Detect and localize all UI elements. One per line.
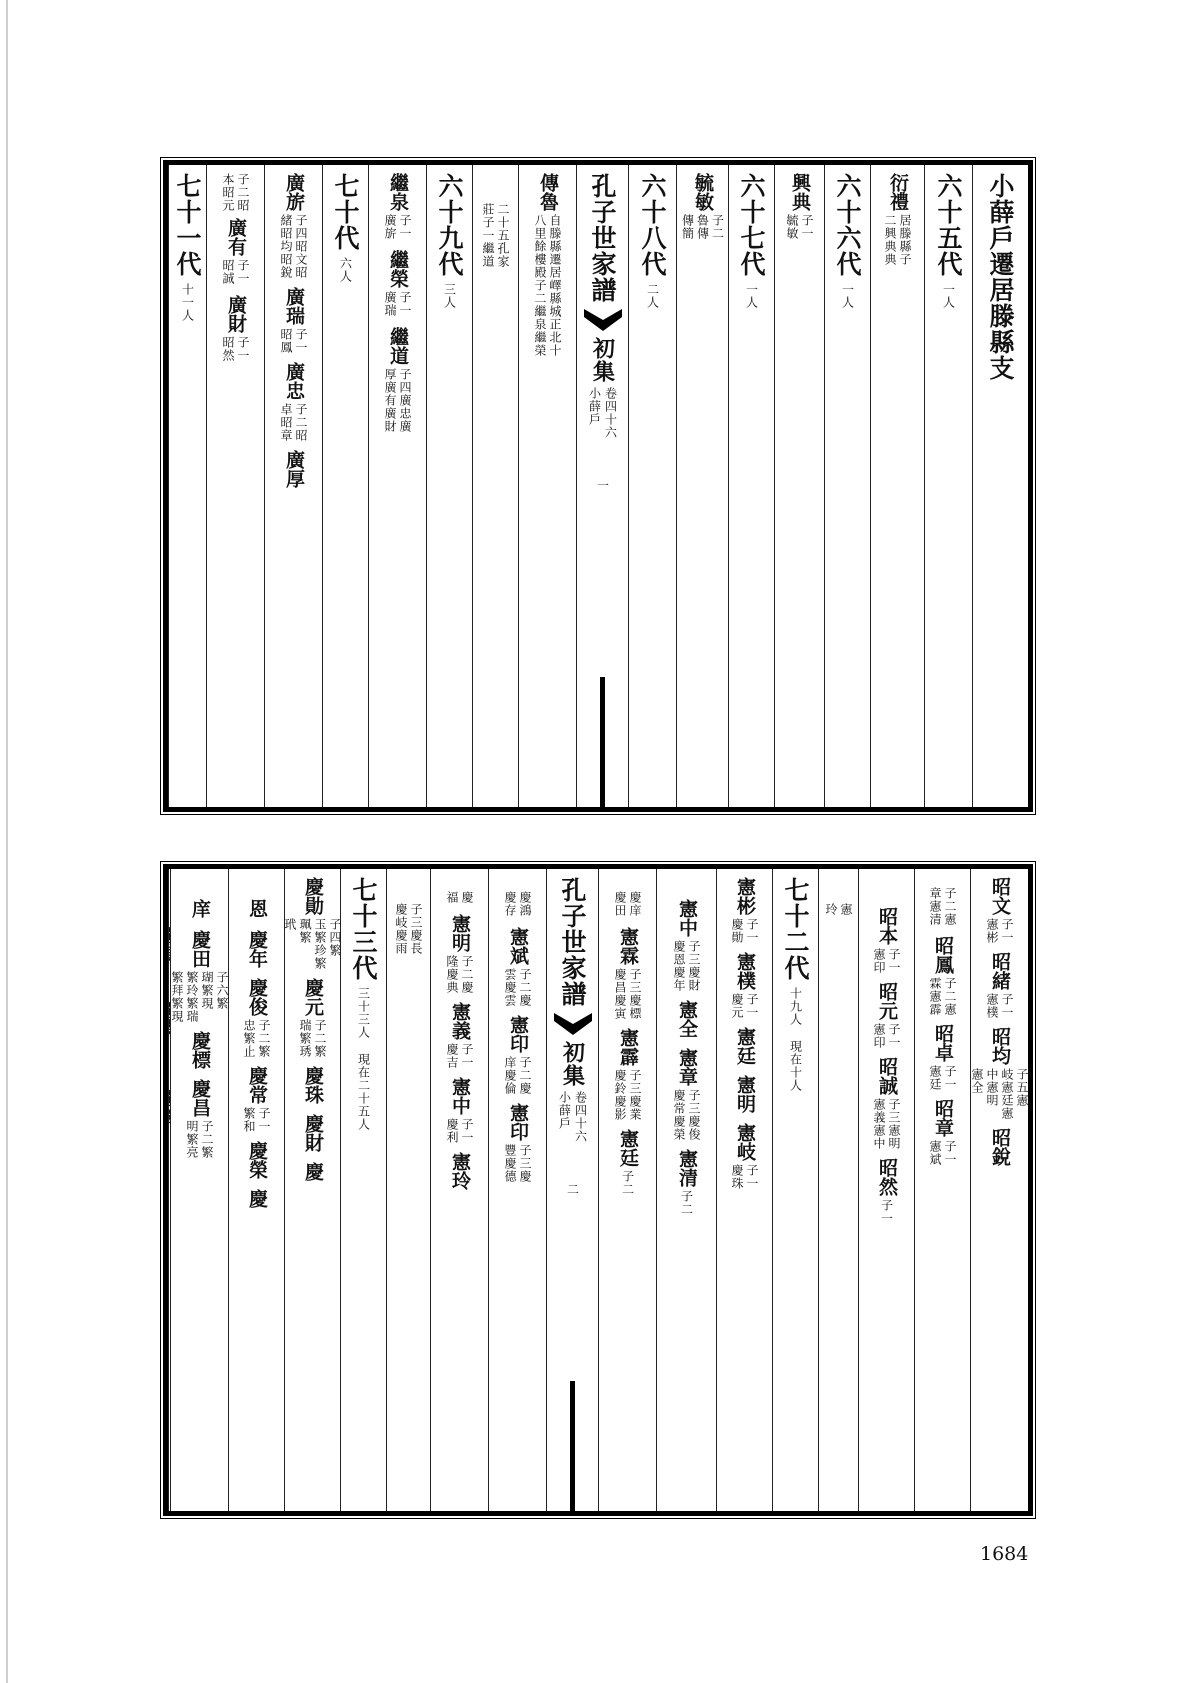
column-gen-65 [924, 165, 972, 807]
column-xianbin2 [488, 869, 546, 1511]
person-note: 子一 [398, 291, 412, 317]
column-gen-73 [340, 869, 386, 1511]
person-note: 子一 [460, 1043, 474, 1069]
person-note: 八里餘樓殿子二繼泉繼榮 [533, 214, 547, 357]
collection-label: 初集 [589, 337, 616, 383]
person-name: 憲清 [676, 1149, 698, 1187]
page-number: 1684 [980, 1543, 1029, 1565]
person-note: 慶庠 [628, 891, 642, 917]
column-qingxun [284, 869, 340, 1511]
person-name: 昭鳳 [932, 936, 954, 974]
column-chuanlu [518, 165, 576, 807]
generation-heading: 六十五代 [934, 173, 963, 277]
person-note: 憲義憲中 [872, 1098, 886, 1150]
column-jiquan [368, 165, 426, 807]
person-name: 憲中 [676, 899, 698, 937]
generation-count: 三人 [442, 283, 457, 309]
person-note: 子二繁 [313, 1019, 327, 1058]
column-gen-70 [322, 165, 368, 807]
person-note: 子 [898, 253, 912, 266]
generation-count: 一人 [941, 283, 956, 309]
generation-count: 十九人 [788, 987, 803, 1026]
person-note: 慶鴻 [518, 891, 532, 917]
person-note: 子一 [257, 1107, 271, 1133]
fish-tail-mark-icon [554, 1013, 592, 1035]
column-gen-71 [168, 165, 206, 807]
person-name: 憲廷 [734, 1027, 756, 1065]
person-note: 慶利 [445, 1118, 459, 1144]
person-name: 衍禮 [887, 173, 909, 211]
person-note: 忠繁止 [242, 1019, 256, 1058]
person-name: 慶 [302, 1162, 324, 1181]
person-name: 興典 [789, 173, 811, 211]
person-note: 子三慶 [518, 1144, 532, 1183]
person-name: 憲玲 [449, 1152, 471, 1190]
column-zhaoben [858, 869, 914, 1511]
generation-heading: 七十三代 [349, 877, 378, 981]
person-name: 憲霖 [617, 927, 639, 965]
person-note: 子一 [1000, 993, 1014, 1019]
genealogy-panel-bottom [163, 864, 1033, 1516]
person-note: 憲全 [970, 1068, 984, 1094]
person-note: 子三慶俊 [687, 1089, 701, 1141]
living-count: 現在十人 [788, 1040, 803, 1092]
person-name: 慶標 [189, 1031, 211, 1069]
person-note: 慶岐慶雨 [394, 903, 408, 955]
column-qingnian [228, 869, 284, 1511]
person-name: 昭銳 [989, 1128, 1011, 1166]
person-name: 毓敏 [692, 173, 714, 211]
column-xianming [430, 869, 488, 1511]
person-name: 傳魯 [537, 173, 559, 211]
generation-heading: 六十九代 [435, 173, 464, 277]
column-gen-66 [824, 165, 870, 807]
generation-heading: 七十二代 [781, 877, 810, 981]
generation-heading: 七十代 [331, 173, 360, 251]
person-note: 二 [883, 214, 897, 227]
person-note: 慶田 [613, 891, 627, 917]
place-label: 小薛戶 [587, 387, 602, 426]
person-name: 憲明 [734, 1075, 756, 1113]
person-name: 慶珠 [302, 1066, 324, 1104]
person-note: 子二慶 [518, 1056, 532, 1095]
person-name: 憲中 [449, 1077, 471, 1115]
person-note: 子一 [887, 1023, 901, 1049]
person-note: 庠慶倫 [503, 1056, 517, 1095]
person-name: 慶昌 [189, 1079, 211, 1117]
fish-tail-mark-icon [584, 309, 622, 331]
person-note: 魯傳 [695, 214, 710, 240]
person-note: 昭誠 [221, 259, 235, 285]
person-note: 福 [445, 891, 459, 904]
person-name: 繼道 [387, 327, 409, 365]
person-note: 莊子一繼道 [481, 203, 495, 268]
person-name: 慶 [246, 1189, 268, 1208]
column-qingyin [168, 869, 170, 1511]
person-note: 憲印 [872, 1023, 886, 1049]
person-name: 繼泉 [387, 173, 409, 211]
person-note: 子四昭文昭 [294, 214, 308, 279]
person-name: 憲明 [449, 914, 471, 952]
person-note: 霖憲霹 [928, 977, 942, 1016]
person-note: 子二慶 [460, 955, 474, 994]
generation-heading: 六十八代 [638, 173, 667, 277]
page-edge-line [6, 0, 8, 1683]
person-name: 昭均 [989, 1027, 1011, 1065]
person-note: 憲斌 [928, 1140, 942, 1166]
person-note: 子二憲 [943, 887, 957, 926]
column-guangqi [264, 165, 322, 807]
collection-label: 初集 [559, 1041, 586, 1087]
person-note: 雲慶雲 [503, 968, 517, 1007]
person-note: 子三慶長 [409, 903, 423, 955]
person-note: 瑞繁琇 [298, 1019, 312, 1058]
person-name: 憲印 [507, 1015, 529, 1053]
genealogy-panel-top [163, 160, 1033, 812]
column-gen-68 [628, 165, 676, 807]
person-note: 憲樸 [985, 993, 999, 1019]
person-name: 廣旂 [283, 173, 305, 211]
person-note: 子三憲明 [887, 1098, 901, 1150]
column-gen-67 [728, 165, 774, 807]
person-note: 慶勛 [730, 918, 744, 944]
person-name: 慶俊 [246, 978, 268, 1016]
person-note: 興典 [883, 227, 897, 253]
person-note: 廣瑞 [383, 291, 397, 317]
column-book-banner-2 [546, 869, 598, 1511]
generation-heading: 七十一代 [173, 173, 202, 277]
person-note: 子二憲 [943, 977, 957, 1016]
person-name: 憲斌 [507, 927, 529, 965]
person-name: 昭本 [876, 907, 898, 945]
person-note: 憲印 [872, 948, 886, 974]
person-note: 豐慶德 [503, 1144, 517, 1183]
person-note: 慶存 [503, 891, 517, 917]
person-name: 昭卓 [932, 1024, 954, 1062]
person-name: 慶勛 [302, 877, 324, 915]
person-name: 昭文 [989, 877, 1011, 915]
leaf-number: 一 [595, 479, 610, 492]
person-note: 二十五孔家 [496, 203, 510, 268]
person-note: 子一 [460, 1118, 474, 1144]
person-name: 慶元 [302, 978, 324, 1016]
person-note: 本昭元 [221, 173, 235, 212]
person-note: 子二 [710, 214, 725, 240]
branch-title: 小薛戶遷居滕縣支 [986, 173, 1015, 381]
person-note: 子一 [1000, 918, 1014, 944]
person-name: 憲章 [676, 1048, 698, 1086]
person-note: 傳簡 [680, 214, 695, 240]
person-note: 厚廣有廣財 [383, 368, 397, 433]
person-name: 昭誠 [876, 1057, 898, 1095]
person-note: 典 [883, 253, 897, 266]
column-zhaofeng [914, 869, 970, 1511]
person-note: 瑚繁現 [200, 971, 214, 1010]
column-gen-72 [772, 869, 818, 1511]
person-name: 慶榮 [246, 1141, 268, 1179]
person-note: 子一 [398, 214, 412, 240]
person-note: 子二繁 [200, 1120, 214, 1159]
person-note: 憲 [839, 903, 853, 916]
person-note: 慶珠 [730, 1164, 744, 1190]
volume-label: 卷四十六 [573, 1091, 588, 1143]
generation-count: 一人 [840, 283, 855, 309]
person-note: 昭然 [221, 336, 235, 362]
person-note: 繁拜繁現 [170, 971, 184, 1023]
person-note: 子二昭 [294, 403, 308, 442]
person-note: 卓昭章 [279, 403, 293, 442]
person-note: 中憲明 [985, 1068, 999, 1107]
person-name: 憲彬 [734, 877, 756, 915]
person-note: 玉繁珍繁 [313, 918, 327, 970]
person-note: 子二昭 [236, 173, 250, 212]
leaf-number: 二 [565, 1183, 580, 1196]
person-note: 繁玲繁瑞 [185, 971, 199, 1023]
generation-count: 六人 [338, 257, 353, 283]
person-name: 憲岐 [734, 1123, 756, 1161]
column-xianlin [598, 869, 656, 1511]
place-label: 小薛戶 [557, 1091, 572, 1130]
person-note: 慶昌慶寅 [613, 968, 627, 1020]
column-gen-69 [426, 165, 472, 807]
person-note: 毓敏 [785, 214, 799, 240]
person-note: 子二 [620, 1170, 635, 1196]
person-note: 子二繁 [257, 1019, 271, 1058]
person-name: 昭緒 [989, 952, 1011, 990]
person-name: 慶財 [302, 1114, 324, 1152]
person-note: 岐憲廷憲 [1000, 1068, 1014, 1120]
generation-heading: 六十七代 [737, 173, 766, 277]
column-guangyou [206, 165, 264, 807]
person-name: 昭章 [932, 1099, 954, 1137]
column-qingtian [170, 869, 228, 1511]
person-note: 子一 [745, 993, 759, 1019]
person-name: 慶田 [189, 930, 211, 968]
column-yanli [870, 165, 924, 807]
person-note: 子一 [745, 918, 759, 944]
column-zhuangzi-note [472, 165, 518, 807]
person-note: 子一 [236, 336, 250, 362]
person-note: 明繁亮 [185, 1120, 199, 1159]
column-zhaowen [970, 869, 1028, 1511]
person-note: 慶恩慶年 [672, 940, 686, 992]
generation-heading: 六十六代 [833, 173, 862, 277]
book-title: 孔子世家譜 [558, 877, 587, 1007]
person-note: 自滕縣遷居嶧縣城正北十 [548, 214, 562, 357]
person-note: 子二 [679, 1190, 694, 1216]
person-name: 慶業 [168, 1000, 170, 1038]
person-note: 慶常慶榮 [672, 1089, 686, 1141]
person-note: 子一 [943, 1140, 957, 1166]
generation-count: 三十三人 [356, 987, 371, 1039]
person-name: 繼榮 [387, 250, 409, 288]
column-book-banner [576, 165, 628, 807]
person-note: 緒昭均昭銳 [279, 214, 293, 279]
person-note: 子二慶 [518, 968, 532, 1007]
person-name: 廣財 [225, 295, 247, 333]
person-note: 子四廣忠廣 [398, 368, 412, 433]
person-note: 章憲清 [928, 887, 942, 926]
person-note: 子五憲 [1015, 1068, 1029, 1107]
column-xianling-note [818, 869, 858, 1511]
person-note: 慶 [460, 891, 474, 904]
person-name: 廣有 [225, 218, 247, 256]
person-name: 憲廷 [617, 1129, 639, 1167]
person-note: 憲廷 [928, 1065, 942, 1091]
person-note: 子一 [800, 214, 814, 240]
person-name: 昭然 [876, 1158, 898, 1196]
person-name: 慶寅 [168, 925, 170, 963]
person-note: 玳 [283, 918, 297, 931]
person-note: 子一 [943, 1065, 957, 1091]
person-name: 憲樸 [734, 952, 756, 990]
person-note: 子一 [887, 948, 901, 974]
person-name: 憲全 [676, 1000, 698, 1038]
person-note: 慶鈴慶影 [613, 1069, 627, 1121]
living-count: 現在二十五人 [356, 1053, 371, 1131]
person-name: 廣瑞 [283, 287, 305, 325]
person-note: 子四繁 [328, 918, 342, 957]
person-note: 繁和 [242, 1107, 256, 1133]
person-note: 子三慶標 [628, 968, 642, 1020]
column-xingdian [774, 165, 824, 807]
column-yumin [676, 165, 728, 807]
person-note: 慶元 [730, 993, 744, 1019]
generation-count: 二人 [645, 283, 660, 309]
column-branch-title [972, 165, 1028, 807]
person-note: 憲彬 [985, 918, 999, 944]
person-name: 廣厚 [283, 450, 305, 488]
person-name: 慶鈴 [168, 1088, 170, 1126]
column-xianzhong [656, 869, 716, 1511]
person-note: 慶吉 [445, 1043, 459, 1069]
person-name: 憲印 [507, 1103, 529, 1141]
person-name: 慶常 [246, 1066, 268, 1104]
person-note: 珮繁 [298, 918, 312, 944]
person-name: 庠 [189, 899, 211, 918]
person-name: 昭元 [876, 982, 898, 1020]
person-note: 隆慶典 [445, 955, 459, 994]
person-note: 昭鳳 [279, 328, 293, 354]
person-note: 子一 [745, 1164, 759, 1190]
person-name: 慶年 [246, 930, 268, 968]
column-xianbin [716, 869, 772, 1511]
person-note: 廣旂 [383, 214, 397, 240]
person-note: 子一 [879, 1199, 894, 1225]
generation-count: 一人 [744, 283, 759, 309]
person-note: 子一 [294, 328, 308, 354]
person-note: 居滕縣 [898, 214, 912, 253]
banner-rule [600, 677, 605, 807]
person-name: 恩 [246, 899, 268, 918]
person-name: 憲霹 [617, 1028, 639, 1066]
column-qingchang-note [386, 869, 430, 1511]
book-title: 孔子世家譜 [588, 173, 617, 303]
volume-label: 卷四十六 [603, 387, 618, 439]
generation-count: 十一人 [180, 283, 195, 322]
person-note: 子三慶財 [687, 940, 701, 992]
person-note: 玲 [824, 903, 838, 916]
person-note: 子六繁 [215, 971, 229, 1010]
person-name: 廣忠 [283, 362, 305, 400]
banner-rule [570, 1381, 575, 1511]
person-note: 子三慶業 [628, 1069, 642, 1121]
person-name: 憲義 [449, 1002, 471, 1040]
person-note: 子一 [236, 259, 250, 285]
